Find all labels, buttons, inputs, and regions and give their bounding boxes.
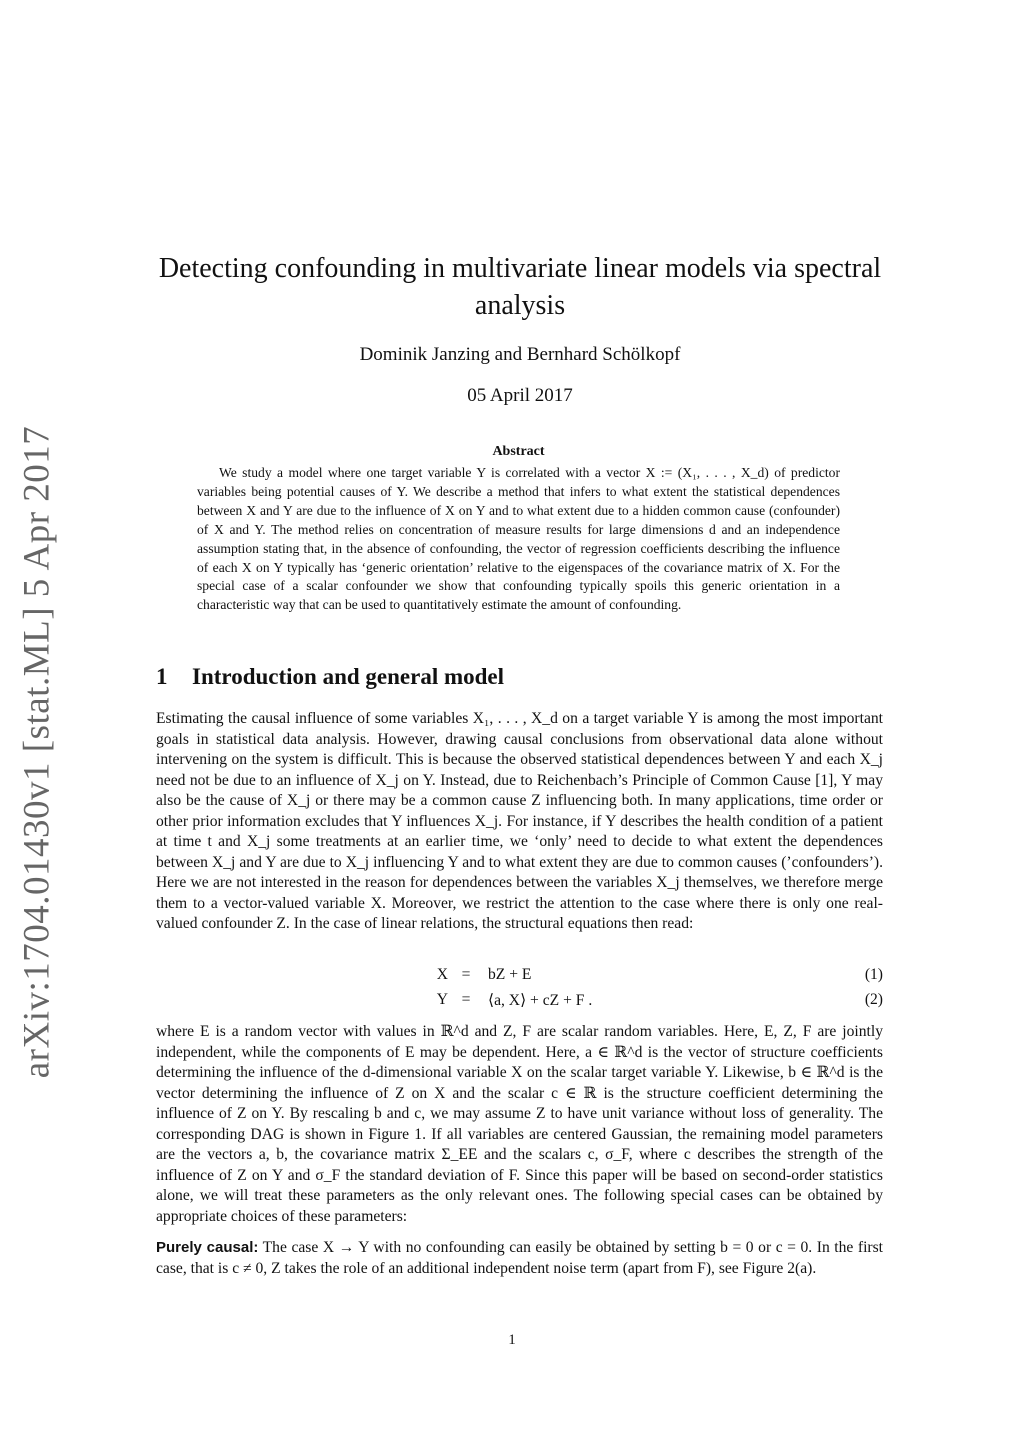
abstract-heading: Abstract <box>492 444 545 459</box>
model-description-paragraph: where E is a random vector with values in ℝ^d and Z, F are scalar random variables. Here, E, Z, F are jointly independent, while the components of E may be dependent. Here, a ∈ ℝ^d is the vector of structure coefficients determining the influence of the d-dimensional variable X on the scalar target variable Y. Likewise, b ∈ ℝ^d is the vector determining the influence of Z on X and the scalar c ∈ ℝ is the structure coefficient determining the influence of Z on Y. By rescaling b and c, we may assume Z to have unit variance without loss of generality. The corresponding DAG is shown in Figure 1. If all variables are centered Gaussian, the remaining model parameters are the vectors a, b, the covariance matrix Σ_EE and the scalars c, σ_F, where c describes the strength of the influence of Z on Y and σ_F the standard deviation of F. Since this paper will be based on second-order statistics alone, we will treat these parameters as the only relevant ones. The following special cases can be obtained by appropriate choices of these parameters: <box>156 1023 883 1225</box>
equation-relation: = <box>461 991 471 1008</box>
abstract-text: We study a model where one target variable Y is correlated with a vector X := (X₁, . . . , X_d) of predictor variables being potential causes of Y. We describe a method that infers to what extent the statistical dependences between X and Y are due to the influence of X on Y and to what extent due to a hidden common cause (confounder) of X and Y. The method relies on concentration of measure results for large dimensions d and an independence assumption stating that, in the absence of confounding, the vector of regression coefficients describing the influence of each X on Y typically has ‘generic orientation’ relative to the eigenspaces of the covariance matrix of X. For the special case of a scalar confounder we show that confounding typically spoils this generic orientation in a characteristic way that can be used to quantitatively estimate the amount of confounding. <box>197 465 840 613</box>
paper-authors: Dominik Janzing and Bernhard Schölkopf <box>359 344 681 365</box>
equation-tag: (1) <box>864 966 883 983</box>
equation-lhs: X <box>436 966 448 983</box>
purely-causal-paragraph <box>156 1238 883 1279</box>
section-heading <box>156 664 504 690</box>
equation-lhs: Y <box>436 991 448 1008</box>
section-number: 1 <box>156 664 168 689</box>
intro-paragraph: Estimating the causal influence of some variables X₁, . . . , X_d on a target variable Y is among the most important goals in statistical data analysis. However, drawing causal conclusions from observational data alone without intervening on the system is difficult. This is because the observed statistical dependences between Y and each X_j need not be due to an influence of X_j on Y. Instead, due to Reichenbach’s Principle of Common Cause [1], Y may also be the cause of X_j or there may be a common cause Z influencing both. In many applications, time order or other prior information excludes that Y influences X_j. For instance, if Y describes the health condition of a patient at time t and X_j some treatments at an earlier time, we ‘only’ need to decide to what extent the dependences between X_j and Y are due to X_j influencing Y and to what extent they are due to common causes (’confounders’). Here we are not interested in the reason for dependences between the variables X_j themselves, we therefore merge them to a vector-valued variable X. Moreover, we restrict the attention to the case where there is only one real-valued confounder Z. In the case of linear relations, the structural equations then read: <box>156 710 883 933</box>
page-number: 1 <box>508 1332 516 1348</box>
purely-causal-label: Purely causal: <box>156 1239 259 1256</box>
section-title: Introduction and general model <box>192 664 505 689</box>
paper-title: Detecting confounding in multivariate linear models via spectral analysis <box>158 253 882 321</box>
equation-rhs: ⟨a, X⟩ + cZ + F . <box>488 992 593 1009</box>
equation-relation: = <box>461 966 471 983</box>
arxiv-identifier[interactable]: arXiv:1704.01430v1 [stat.ML] 5 Apr 2017 <box>16 425 58 1079</box>
equation-tag: (2) <box>864 991 883 1008</box>
paper-date: 05 April 2017 <box>467 385 573 406</box>
purely-causal-text: The case X → Y with no confounding can easily be obtained by setting b = 0 or c = 0. In the first case, that is c ≠ 0, Z takes the role of an additional independent noise term (apart from F), see Figure 2(a). <box>156 1239 884 1277</box>
equation-rhs: bZ + E <box>488 966 532 983</box>
